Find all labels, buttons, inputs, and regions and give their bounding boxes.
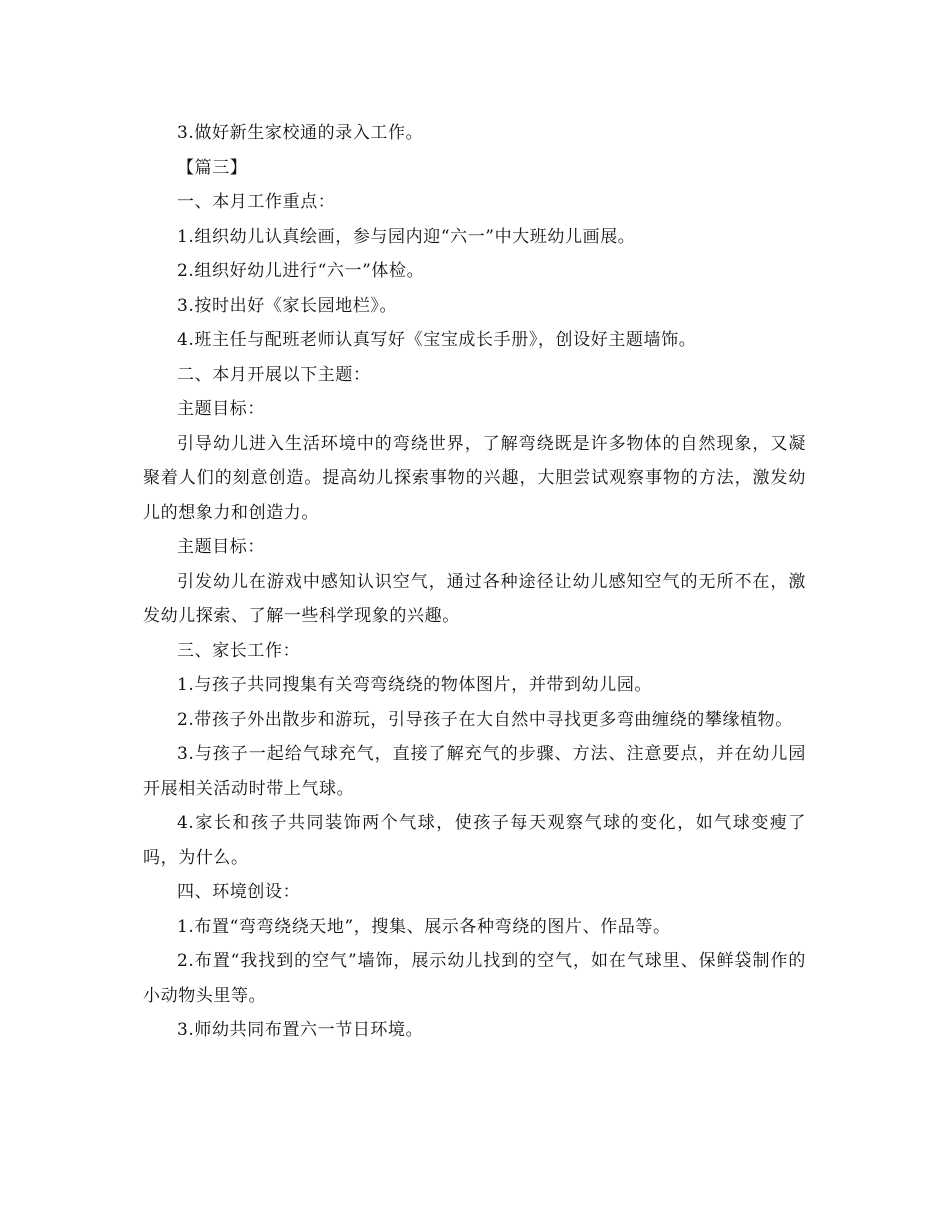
paragraph: 2.组织好幼儿进行“六一”体检。 [177, 261, 425, 281]
document-body [143, 116, 806, 1048]
paragraph: 引发幼儿在游戏中感知认识空气，通过各种途径让幼儿感知空气的无所不在，激发幼儿探索、了解一些科学现象的兴趣。 [143, 571, 806, 626]
subheading: 主题目标： [177, 537, 265, 557]
paragraph: 1.组织幼儿认真绘画，参与园内迎“六一”中大班幼儿画展。 [177, 226, 636, 247]
subheading: 主题目标： [177, 399, 265, 419]
section-heading: 三、家长工作： [177, 640, 301, 661]
paragraph: 3.师幼共同布置六一节日环境。 [177, 1020, 424, 1040]
paragraph: 4.班主任与配班老师认真写好《宝宝成长手册》，创设好主题墙饰。 [177, 330, 697, 350]
section-heading: 一、本月工作重点： [177, 192, 336, 212]
paragraph: 2.带孩子外出散步和游玩，引导孩子在大自然中寻找更多弯曲缠绕的攀缘植物。 [177, 709, 793, 730]
paragraph: 引导幼儿进入生活环境中的弯绕世界，了解弯绕既是许多物体的自然现象，又凝聚着人们的刻意创造。提高幼儿探索事物的兴趣，大胆尝试观察事物的方法，激发幼儿的想象力和创造力。 [143, 433, 806, 523]
paragraph: 3.做好新生家校通的录入工作。 [177, 123, 424, 143]
section-heading: 二、本月开展以下主题： [177, 364, 371, 385]
paragraph: 3.与孩子一起给气球充气，直接了解充气的步骤、方法、注意要点，并在幼儿园开展相关活动时带上气球。 [143, 744, 806, 799]
paragraph: 3.按时出好《家长园地栏》。 [177, 295, 398, 316]
paragraph: 2.布置“我找到的空气”墙饰，展示幼儿找到的空气，如在气球里、保鲜袋制作的小动物头里等。 [143, 951, 806, 1006]
paragraph: 1.布置“弯弯绕绕天地”，搜集、展示各种弯绕的图片、作品等。 [177, 916, 671, 937]
section-heading: 四、环境创设： [177, 882, 301, 902]
paragraph: 4.家长和孩子共同装饰两个气球，使孩子每天观察气球的变化，如气球变瘦了吗，为什么。 [143, 813, 806, 868]
section-heading: 【篇三】 [177, 157, 248, 178]
paragraph: 1.与孩子共同搜集有关弯弯绕绕的物体图片，并带到幼儿园。 [177, 675, 653, 695]
